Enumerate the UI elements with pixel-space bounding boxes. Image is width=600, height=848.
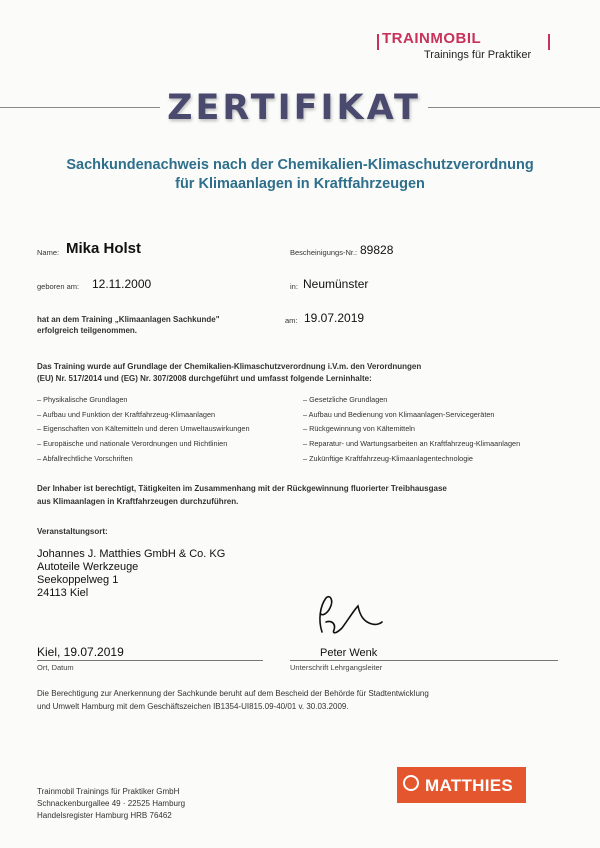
subtitle-line-2: für Klimaanlagen in Kraftfahrzeugen xyxy=(175,176,425,192)
logo-bar-right xyxy=(548,34,550,50)
topic-item: – Abfallrechtliche Vorschriften xyxy=(37,453,133,463)
certificate-number-label: Bescheinigungs-Nr.: xyxy=(290,248,358,257)
footer-company: Trainmobil Trainings für Praktiker GmbH xyxy=(37,787,180,796)
topics-left-list xyxy=(37,395,287,468)
topics-right-list xyxy=(303,395,553,468)
topic-item: – Gesetzliche Grundlagen xyxy=(303,395,388,404)
holder-statement-line-1: Der Inhaber ist berechtigt, Tätigkeiten im Zusammenhang mit der Rückgewinnung fluorierter Treibhausgase xyxy=(37,484,447,493)
certificate-number-value: 89828 xyxy=(360,243,394,257)
matthies-ring-icon xyxy=(403,775,419,791)
title-rule-right xyxy=(428,107,600,108)
intro-line-1: Das Training wurde auf Grundlage der Chemikalien-Klimaschutzverordnung i.V.m. den Verordnungen xyxy=(37,362,422,371)
logo-brand: TRAINMOBIL xyxy=(382,30,482,47)
venue-line: Autoteile Werkzeuge xyxy=(37,561,139,573)
signer-name: Peter Wenk xyxy=(320,647,378,659)
topic-item: – Europäische und nationale Verordnungen und Richtlinien xyxy=(37,439,228,449)
topic-item: – Physikalische Grundlagen xyxy=(37,395,128,404)
place-date-line xyxy=(37,660,263,661)
topic-item: – Aufbau und Funktion der Kraftfahrzeug-Klimaanlagen xyxy=(37,409,216,419)
training-date-label: am: xyxy=(285,316,298,325)
footer-address: Schnackenburgallee 49 · 22525 Hamburg xyxy=(37,799,186,808)
birth-place-value: Neumünster xyxy=(303,277,369,291)
place-date-caption: Ort, Datum xyxy=(37,663,74,672)
topic-item: – Reparatur- und Wartungsarbeiten an Kraftfahrzeug-Klimaanlagen xyxy=(303,439,521,449)
handwritten-signature xyxy=(312,592,384,640)
venue-line: Seekoppelweg 1 xyxy=(37,574,119,586)
name-value: Mika Holst xyxy=(66,240,142,257)
legal-note-line-2: und Umwelt Hamburg mit dem Geschäftszeichen IB1354-UI815.09-40/01 v. 30.03.2009. xyxy=(37,702,349,711)
birth-place-label: in: xyxy=(290,282,298,291)
training-statement-line-2: erfolgreich teilgenommen. xyxy=(37,326,138,335)
legal-note-line-1: Die Berechtigung zur Anerkennung der Sachkunde beruht auf dem Bescheid der Behörde für Stadtentwicklung xyxy=(37,689,429,698)
certificate-title: ZERTIFIKAT xyxy=(167,88,421,128)
logo-bar-left xyxy=(377,34,379,50)
venue-line: Johannes J. Matthies GmbH & Co. KG xyxy=(37,548,226,560)
holder-statement-line-2: aus Klimaanlagen in Kraftfahrzeugen durchzuführen. xyxy=(37,497,239,506)
signature-caption: Unterschrift Lehrgangsleiter xyxy=(290,663,383,672)
topic-item: – Eigenschaften von Kältemitteln und deren Umweltauswirkungen xyxy=(37,424,250,434)
place-date-value: Kiel, 19.07.2019 xyxy=(37,645,124,659)
birth-date-value: 12.11.2000 xyxy=(92,277,152,291)
intro-line-2: (EU) Nr. 517/2014 und (EG) Nr. 307/2008 durchgeführt und umfasst folgende Lerninhalte: xyxy=(37,374,372,383)
matthies-logo-text: MATTHIES xyxy=(425,776,514,795)
subtitle-line-1: Sachkundenachweis nach der Chemikalien-Klimaschutzverordnung xyxy=(66,157,534,173)
matthies-logo xyxy=(397,767,526,803)
name-label: Name: xyxy=(37,248,60,257)
topic-item: – Aufbau und Bedienung von Klimaanlagen-Servicegeräten xyxy=(303,409,495,419)
logo-tagline: Trainings für Praktiker xyxy=(424,49,532,61)
birth-date-label: geboren am: xyxy=(37,282,80,291)
venue-label: Veranstaltungsort: xyxy=(37,527,108,536)
training-statement-line-1: hat an dem Training „Klimaanlagen Sachkunde" xyxy=(37,315,220,324)
training-date-value: 19.07.2019 xyxy=(304,311,365,325)
footer-register: Handelsregister Hamburg HRB 76462 xyxy=(37,811,172,820)
title-rule-left xyxy=(0,107,160,108)
topic-item: – Zukünftige Kraftfahrzeug-Klimaanlagentechnologie xyxy=(303,453,473,463)
topic-item: – Rückgewinnung von Kältemitteln xyxy=(303,424,415,434)
venue-line: 24113 Kiel xyxy=(37,587,89,599)
signature-line xyxy=(290,660,558,661)
